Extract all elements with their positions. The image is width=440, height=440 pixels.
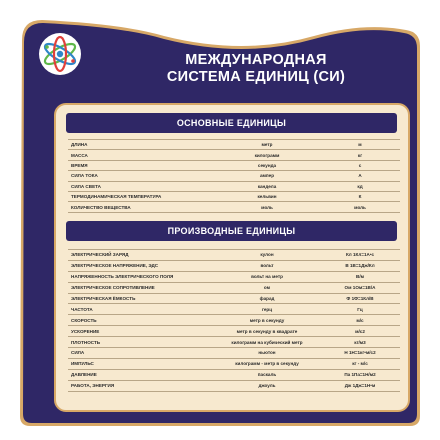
title-line-1: МЕЖДУНАРОДНАЯ xyxy=(185,52,327,68)
unit-symbol-cell: Ф 1Ф=1Кл/В xyxy=(320,293,400,304)
quantity-cell: ДАВЛЕНИЕ xyxy=(68,369,214,380)
unit-name-cell: килограмм - метр в секунду xyxy=(214,358,320,369)
unit-symbol-cell: К xyxy=(320,191,400,201)
unit-symbol-cell: В 1В=1Дж/Кл xyxy=(320,260,400,271)
unit-symbol-cell: Дж 1Дж=1Н•м xyxy=(320,380,400,391)
table-row xyxy=(68,250,400,261)
unit-symbol-cell: Кл 1Кл=1А•с xyxy=(320,250,400,261)
unit-symbol-cell: Ом 1Ом=1В/А xyxy=(320,282,400,293)
atom-logo-icon xyxy=(38,32,82,76)
quantity-cell: КОЛИЧЕСТВО ВЕЩЕСТВА xyxy=(68,202,214,212)
unit-symbol-cell: кг - м/с xyxy=(320,358,400,369)
unit-name-cell: метр xyxy=(214,140,320,150)
unit-symbol-cell: кд xyxy=(320,181,400,191)
unit-symbol-cell: м xyxy=(320,140,400,150)
quantity-cell: ПЛОТНОСТЬ xyxy=(68,337,214,348)
unit-symbol-cell: м/с2 xyxy=(320,326,400,337)
unit-name-cell: вольт на метр xyxy=(214,271,320,282)
unit-name-cell: кельвин xyxy=(214,191,320,201)
unit-symbol-cell: кг xyxy=(320,150,400,160)
unit-name-cell: джоуль xyxy=(214,380,320,391)
quantity-cell: ТЕРМОДИНАМИЧЕСКАЯ ТЕМПЕРАТУРА xyxy=(68,191,214,201)
poster-title xyxy=(106,52,406,86)
unit-symbol-cell: Гц xyxy=(320,304,400,315)
unit-name-cell: метр в секунду в квадрате xyxy=(214,326,320,337)
unit-name-cell: ом xyxy=(214,282,320,293)
table-row xyxy=(68,358,400,369)
quantity-cell: УСКОРЕНИЕ xyxy=(68,326,214,337)
quantity-cell: СИЛА ТОКА xyxy=(68,171,214,181)
unit-name-cell: фарад xyxy=(214,293,320,304)
unit-symbol-cell: А xyxy=(320,171,400,181)
unit-symbol-cell: В/м xyxy=(320,271,400,282)
section-header-derived-units: ПРОИЗВОДНЫЕ ЕДИНИЦЫ xyxy=(66,221,397,241)
unit-name-cell: килограмм на кубический метр xyxy=(214,337,320,348)
unit-name-cell: кулон xyxy=(214,250,320,261)
unit-name-cell: герц xyxy=(214,304,320,315)
table-row xyxy=(68,380,400,391)
unit-name-cell: секунда xyxy=(214,160,320,170)
title-line-2: СИСТЕМА ЕДИНИЦ (СИ) xyxy=(166,69,346,85)
unit-name-cell: килограмм xyxy=(214,150,320,160)
table-row xyxy=(68,326,400,337)
unit-name-cell: кандела xyxy=(214,181,320,191)
quantity-cell: ИМПУЛЬС xyxy=(68,358,214,369)
quantity-cell: ЭЛЕКТРИЧЕСКОЕ СОПРОТИВЛЕНИЕ xyxy=(68,282,214,293)
table-row xyxy=(68,260,400,271)
base-units-table xyxy=(68,135,400,213)
table-row xyxy=(68,271,400,282)
table-row xyxy=(68,140,400,150)
table-row xyxy=(68,160,400,170)
table-row xyxy=(68,348,400,359)
quantity-cell: РАБОТА, ЭНЕРГИЯ xyxy=(68,380,214,391)
quantity-cell: СКОРОСТЬ xyxy=(68,315,214,326)
unit-name-cell: ампер xyxy=(214,171,320,181)
table-row xyxy=(68,171,400,181)
table-row xyxy=(68,293,400,304)
table-row xyxy=(68,282,400,293)
unit-symbol-cell: с xyxy=(320,160,400,170)
quantity-cell: ЭЛЕКТРИЧЕСКАЯ ЁМКОСТЬ xyxy=(68,293,214,304)
table-row xyxy=(68,315,400,326)
table-row xyxy=(68,304,400,315)
table-row xyxy=(68,369,400,380)
section-header-base-units: ОСНОВНЫЕ ЕДИНИЦЫ xyxy=(66,113,397,133)
units-panel xyxy=(54,103,410,412)
unit-symbol-cell: Н 1Н=1кг•м/с2 xyxy=(320,348,400,359)
table-row xyxy=(68,337,400,348)
unit-symbol-cell: кг/м3 xyxy=(320,337,400,348)
table-row xyxy=(68,191,400,201)
unit-name-cell: вольт xyxy=(214,260,320,271)
unit-name-cell: метр в секунду xyxy=(214,315,320,326)
quantity-cell: ДЛИНА xyxy=(68,140,214,150)
unit-symbol-cell: моль xyxy=(320,202,400,212)
derived-units-table xyxy=(68,245,400,392)
quantity-cell: ЭЛЕКТРИЧЕСКИЙ ЗАРЯД xyxy=(68,250,214,261)
unit-name-cell: ньютон xyxy=(214,348,320,359)
quantity-cell: ЭЛЕКТРИЧЕСКОЕ НАПРЯЖЕНИЕ, ЭДС xyxy=(68,260,214,271)
table-row xyxy=(68,150,400,160)
quantity-cell: НАПРЯЖЕННОСТЬ ЭЛЕКТРИЧЕСКОГО ПОЛЯ xyxy=(68,271,214,282)
quantity-cell: ЧАСТОТА xyxy=(68,304,214,315)
table-row xyxy=(68,181,400,191)
quantity-cell: МАССА xyxy=(68,150,214,160)
quantity-cell: СИЛА xyxy=(68,348,214,359)
table-row xyxy=(68,202,400,212)
quantity-cell: ВРЕМЯ xyxy=(68,160,214,170)
unit-symbol-cell: м/с xyxy=(320,315,400,326)
unit-name-cell: паскаль xyxy=(214,369,320,380)
unit-symbol-cell: Па 1Па=1Н/м2 xyxy=(320,369,400,380)
quantity-cell: СИЛА СВЕТА xyxy=(68,181,214,191)
unit-name-cell: моль xyxy=(214,202,320,212)
